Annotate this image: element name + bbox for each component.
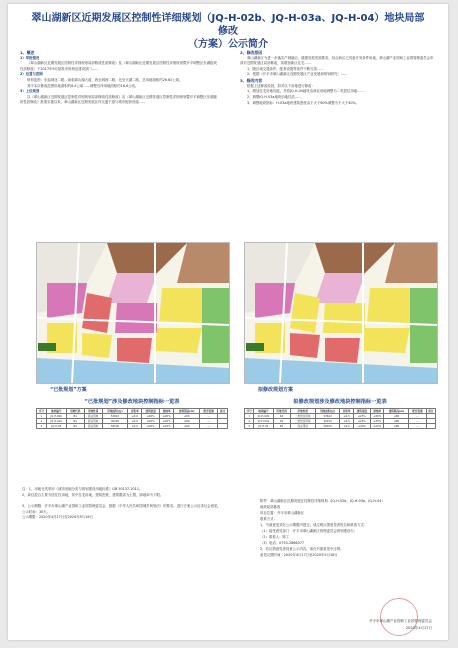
table-cell: JQ-H-02b — [254, 414, 273, 419]
table-cell: 36230 — [315, 419, 340, 424]
column-header: 配套设施 — [200, 409, 218, 414]
column-header: 序号 — [245, 409, 254, 414]
table-cell — [218, 424, 228, 429]
table-cell: 58100 — [102, 424, 128, 429]
contact-line: 附件：翠山湖新区近期发展区控制性详细规划（JQ-H-02b、JQ-H-03a、JQ-H-04） — [260, 499, 385, 503]
table-cell: B1 — [66, 424, 84, 429]
contact-line: 1、书面意见须在公示期限内提交，请注明反馈意见者姓名和联系方式； — [260, 523, 368, 527]
table-cell: ≥30% — [370, 414, 384, 419]
column-header: 地块编号 — [46, 409, 66, 414]
table-cell: ≤2.5 — [340, 414, 353, 419]
table-cell: ≤25% — [353, 414, 370, 419]
approved-table-title: “已批规划”涉及修改地块控制指标一览表 — [84, 399, 180, 405]
table-cell: 58100 — [315, 424, 340, 429]
contact-block — [260, 498, 432, 558]
subheading: 2）位置与范围 — [20, 72, 43, 77]
table-cell — [426, 424, 435, 429]
contact-line: （3）电话：0750-2666077 — [260, 541, 305, 545]
table-cell: 二类居住用地 — [290, 419, 315, 424]
table-cell: ≤3.0 — [340, 424, 353, 429]
table-cell: 36230 — [102, 419, 128, 424]
publicity-dates: 公示期限：2020年4月17日至2020年5月16日 — [22, 515, 93, 520]
table-cell: JQ-H-03a — [46, 419, 66, 424]
table-cell: ≤80 — [174, 419, 200, 424]
title-line-1: 翠山湖新区近期发展区控制性详细规划（JQ-H-02b、JQ-H-03a、JQ-H-04）地块局部修改 — [31, 13, 425, 37]
table-cell: ≥20% — [160, 424, 174, 429]
page-title — [28, 12, 428, 51]
notes-block — [22, 487, 222, 521]
table-cell: ≤80 — [174, 424, 200, 429]
right-text-column — [240, 50, 436, 107]
column-header: 序号 — [37, 409, 47, 414]
table-row — [37, 424, 228, 429]
table-cell: R2 — [273, 414, 290, 419]
table-cell: ≤80 — [384, 419, 409, 424]
note-line: 注：1、用地分类采用《城市用地分类与规划建设用地标准》GB 50137-2011。 — [22, 487, 143, 491]
table-cell: 二类居住用地 — [290, 414, 315, 419]
table-cell: B1 — [273, 424, 290, 429]
table-cell: — — [200, 414, 218, 419]
subheading: 1）审批情况 — [20, 55, 40, 60]
table-row — [245, 424, 436, 429]
table-cell: ≥30% — [370, 419, 384, 424]
column-header: 备注 — [218, 409, 228, 414]
paragraph: 1、增加住宅用地功能，并将JQ-H-04地块由商业用地调整为二类居住用地…… — [247, 89, 364, 94]
column-header: 绿地率 — [160, 409, 174, 414]
column-header: 配套设施 — [409, 409, 426, 414]
table-cell: — — [409, 419, 426, 424]
table-cell: 1 — [37, 414, 47, 419]
table-cell: 商业用地 — [84, 419, 102, 424]
table-cell: 3 — [245, 424, 254, 429]
column-header: 建筑密度 — [353, 409, 370, 414]
approved-table — [36, 408, 228, 429]
contact-line: 意见反馈时间：2020年4月17日至2020年5月16日 — [260, 553, 338, 557]
paragraph: 其中本次修改范围用地面积约6.4公顷……调整后净用地面积约16.6公顷。 — [27, 83, 139, 88]
table-cell: — — [200, 424, 218, 429]
table-cell: 商业用地 — [84, 414, 102, 419]
paragraph: 翠山湖新区为进一步落实产城融合、健康发展发展要求，结合新区已具备开发条件用地，翠山湖产业园和工业园管理委员会申请对近期发展区局部修改，拟增加新区住宅…… — [240, 55, 434, 65]
column-header: 用地代码 — [66, 409, 84, 414]
column-header: 用地性质 — [290, 409, 315, 414]
table-cell: JQ-H-02b — [46, 414, 66, 419]
column-header: 地块编号 — [254, 409, 273, 414]
proposed-table-title: 拟修改规划涉及修改地块控制指标一览表 — [293, 399, 387, 405]
table-cell: B1 — [66, 414, 84, 419]
table-cell: ≤40% — [353, 424, 370, 429]
column-header: 绿地率 — [370, 409, 384, 414]
table-cell: ≤3.0 — [128, 419, 142, 424]
table-cell: — — [409, 424, 426, 429]
paragraph: 《翠山湖新区近期发展区控制性详细规划局部修改性质修改》及《翠山湖新区近期发展区控制性详细规划暨开平调整区东湖板块性质修改》于2017年9月批准市规划及建设部门…… — [20, 61, 217, 71]
proposed-plan-caption: 拟修改规划方案 — [258, 387, 294, 393]
issuer-name: 开平市翠山湖产业园和工业园管理委员会 — [369, 619, 432, 623]
column-header: 用地面积(㎡) — [315, 409, 340, 414]
table-cell: ≤40% — [142, 419, 160, 424]
proposed-index-table — [244, 408, 436, 429]
table-cell: 53622 — [102, 414, 128, 419]
table-cell: ≤2.5 — [340, 419, 353, 424]
table-cell: — — [200, 419, 218, 424]
publicity-paragraph: 5、公示期限：开平市翠山湖产业园和工业园管理委员会，根据《中华人民共和国城乡规划法》的要求，进行方案公示征求社会意见。 — [22, 504, 221, 509]
approved-plan-drawing — [37, 243, 229, 383]
paragraph: 2、调整JQ-H-03a地块用地性质…… — [247, 95, 302, 100]
table-cell: 商业用地 — [290, 424, 315, 429]
column-header: 容积率 — [340, 409, 353, 414]
table-cell: B1 — [66, 419, 84, 424]
column-header: 容积率 — [128, 409, 142, 414]
column-header: 建筑限高(m) — [174, 409, 200, 414]
publicity-period: 公示时间：30天。 — [22, 509, 51, 514]
issue-date: 2020年4月17日 — [405, 626, 432, 630]
note-line: 2、商住混合主要为居住性用地，其中住宅用地、建筑密度、建筑限高为上限，绿地率为下限。 — [22, 492, 164, 497]
title-line-2: （方案）公示简介 — [188, 39, 268, 50]
table-cell: 2 — [245, 419, 254, 424]
table-cell: — — [409, 414, 426, 419]
contact-line: （2）联系人：陈工 — [260, 535, 290, 539]
paragraph: 2、根据《开平市翠山湖新区近期发展区产业发展和规划研究》…… — [247, 72, 348, 77]
proposed-table — [244, 408, 436, 429]
table-cell: ≤80 — [384, 414, 409, 419]
subheading: 3）上位规划 — [20, 89, 40, 94]
section-heading: 1、概述 — [20, 50, 35, 55]
table-cell: ≥20% — [160, 419, 174, 424]
section-heading: 3、修改内容 — [240, 78, 263, 84]
paragraph: 规划范围：东起城北二路、南临翠山湖大道、西至城西二路、北至天湖二路，总用地面积约26.62公顷。 — [27, 78, 183, 83]
table-cell: JQ-H-03a — [254, 419, 273, 424]
table-cell: 1 — [245, 414, 254, 419]
column-header: 用地面积(㎡) — [102, 409, 128, 414]
contact-line: 项目位置：开平市翠山湖新区 — [260, 511, 305, 515]
approved-index-table — [36, 408, 228, 429]
column-header: 建筑密度 — [142, 409, 160, 414]
table-cell: ≤25% — [353, 419, 370, 424]
contact-line: 2、若反馈意见者同意公示内容，请在书面意见中注明； — [260, 547, 344, 551]
column-header: 用地性质 — [84, 409, 102, 414]
table-cell: ≤40% — [142, 414, 160, 419]
table-cell: 53622 — [315, 414, 340, 419]
table-cell: ≤40% — [142, 424, 160, 429]
paragraph: 根据上述修改原因，拟对以下用地进行修改： — [247, 83, 315, 88]
table-cell: 商业用地 — [84, 424, 102, 429]
approved-plan-caption: “已批规划”方案 — [50, 387, 87, 393]
table-cell: R2 — [273, 419, 290, 424]
table-cell: JQ-H-04 — [46, 424, 66, 429]
proposed-plan-map — [244, 242, 438, 384]
approved-plan-map — [36, 242, 230, 384]
paragraph: 3、调整地块指标：H-03a地块建筑密度由不大于60%调整为不大于40%。 — [247, 100, 360, 105]
contact-line: （1）接受意见部门：开平市翠山湖新区管理委员会规划建设办； — [260, 529, 358, 533]
table-cell: ≤80 — [174, 414, 200, 419]
notice-sheet — [8, 4, 448, 640]
table-cell: ≥20% — [370, 424, 384, 429]
section-heading: 2、修改原因 — [240, 50, 263, 55]
contact-line: 地块局部修改 — [260, 505, 281, 509]
table-cell: ≥20% — [160, 414, 174, 419]
left-text-column — [20, 50, 220, 106]
table-cell: ≤3.0 — [128, 424, 142, 429]
table-cell: ≤3.0 — [128, 414, 142, 419]
contact-line: 联系方式： — [260, 517, 277, 521]
table-cell: 3 — [37, 424, 47, 429]
table-cell: JQ-H-04 — [254, 424, 273, 429]
paragraph: 以《翠山湖新区近期发展区控制性详细规划局部修改性质修改》及《翠山湖新区近期发展区控制性详细规划暨开平调整区东湖板块性质修改》批准实施以来，翠山湖新区近期发展区内交通干道与城市配套设施…… — [20, 95, 217, 105]
proposed-plan-drawing — [245, 243, 437, 383]
column-header: 建筑限高(m) — [384, 409, 409, 414]
column-header: 用地代码 — [273, 409, 290, 414]
table-cell: ≤80 — [384, 424, 409, 429]
column-header: 备注 — [426, 409, 435, 414]
paragraph: 1、随区域交通条件、配套设施等条件不断完善…… — [247, 66, 324, 71]
table-cell: 2 — [37, 419, 47, 424]
